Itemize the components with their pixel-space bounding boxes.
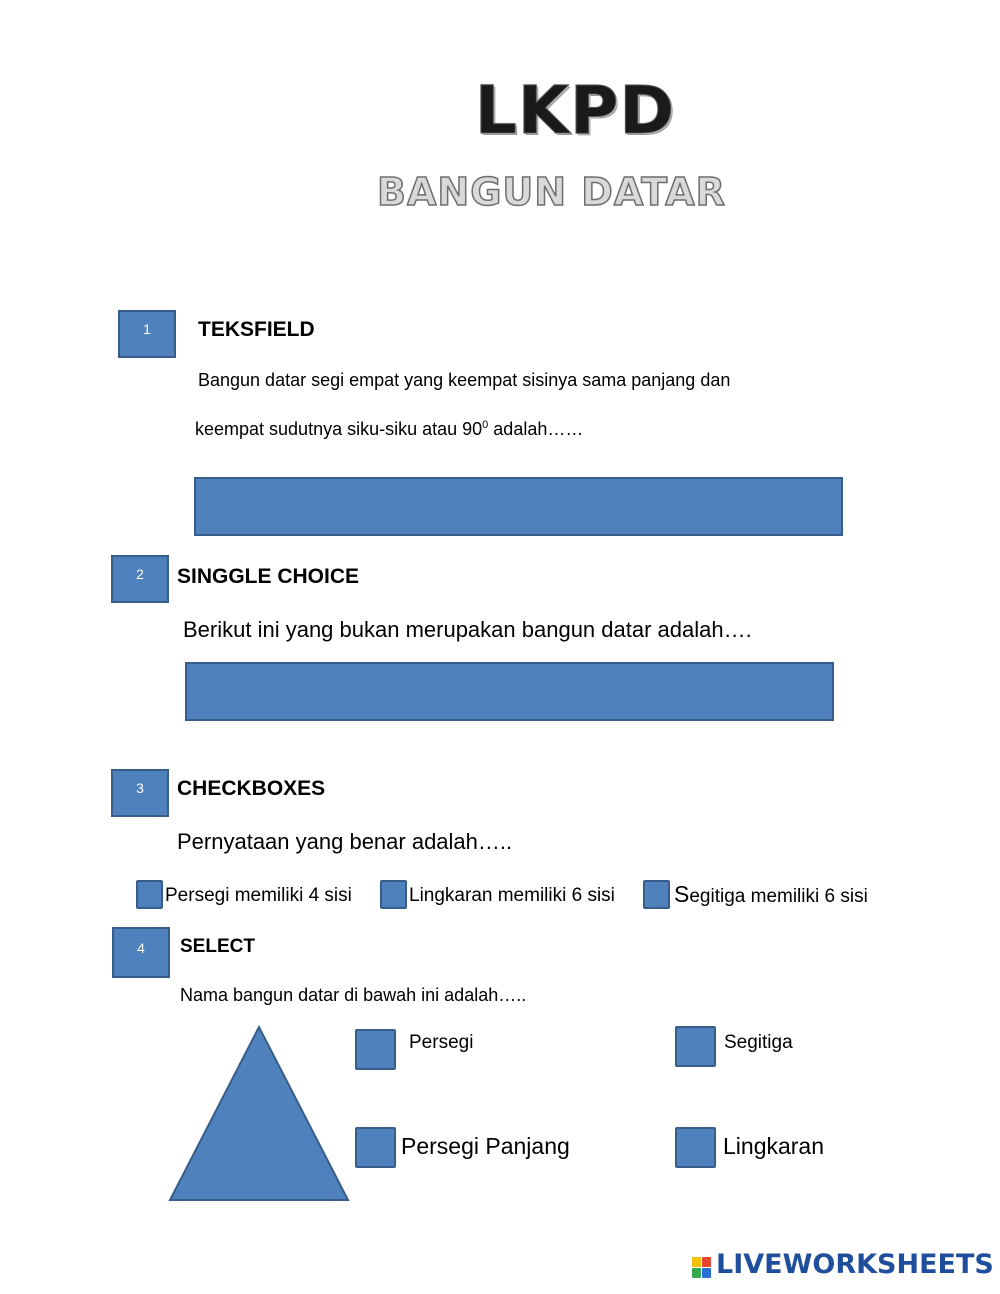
question-1-heading: TEKSFIELD: [198, 318, 315, 341]
select-option-persegi-panjang-label: Persegi Panjang: [401, 1133, 570, 1159]
select-option-persegi-panjang[interactable]: [355, 1127, 396, 1168]
checkbox-option-3[interactable]: [643, 880, 670, 909]
question-2-text: Berikut ini yang bukan merupakan bangun datar adalah….: [183, 617, 752, 642]
liveworksheets-logo[interactable]: [692, 1251, 992, 1285]
checkbox-option-2[interactable]: [380, 880, 407, 909]
worksheet-title: LKPD: [474, 72, 676, 149]
worksheet-subtitle: BANGUN DATAR: [377, 170, 726, 214]
select-option-lingkaran-label: Lingkaran: [723, 1133, 825, 1159]
question-3-text: Pernyataan yang benar adalah…..: [177, 829, 513, 854]
question-3-heading: CHECKBOXES: [177, 777, 326, 800]
select-option-lingkaran[interactable]: [675, 1127, 716, 1168]
liveworksheets-logo-text: LIVEWORKSHEETS: [716, 1249, 994, 1280]
answer-text-field[interactable]: [194, 477, 843, 536]
checkbox-option-1[interactable]: [136, 880, 163, 909]
liveworksheets-grid-icon: [692, 1257, 712, 1279]
select-option-segitiga-label: Segitiga: [724, 1032, 793, 1053]
question-number-3: 3: [111, 769, 169, 817]
select-option-persegi[interactable]: [355, 1029, 396, 1070]
checkbox-option-2-label: Lingkaran memiliki 6 sisi: [409, 885, 615, 906]
checkbox-option-3-label: Segitiga memiliki 6 sisi: [674, 881, 868, 907]
select-option-persegi-label: Persegi: [409, 1032, 474, 1053]
single-choice-field[interactable]: [185, 662, 834, 721]
question-2-heading: SINGGLE CHOICE: [177, 565, 360, 588]
question-1-text-line1: Bangun datar segi empat yang keempat sisinya sama panjang dan: [198, 370, 731, 390]
question-number-2: 2: [111, 555, 169, 603]
select-option-segitiga[interactable]: [675, 1026, 716, 1067]
question-4-text: Nama bangun datar di bawah ini adalah…..: [180, 985, 527, 1005]
question-4-heading: SELECT: [180, 936, 255, 957]
question-number-1: 1: [118, 310, 176, 358]
triangle-shape: [166, 1022, 352, 1204]
checkbox-option-1-label: Persegi memiliki 4 sisi: [165, 885, 352, 906]
question-1-text-line2: keempat sudutnya siku-siku atau $90^0$ adalah……: [195, 419, 584, 439]
question-number-4: 4: [112, 927, 170, 978]
